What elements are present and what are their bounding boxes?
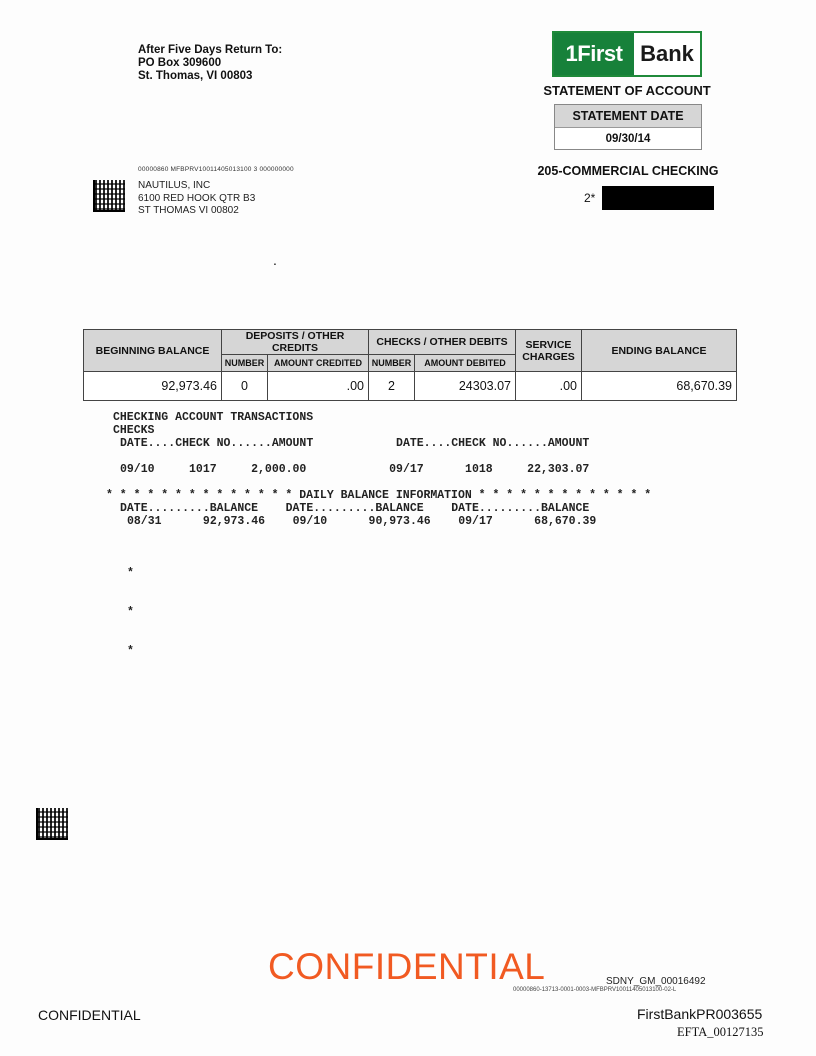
- checks-subtitle: CHECKS: [113, 424, 155, 437]
- statement-date: 09/30/14: [605, 133, 651, 145]
- bates-number: FirstBankPR003655: [637, 1006, 763, 1022]
- header-checks: CHECKS / OTHER DEBITS: [369, 330, 516, 355]
- header-deposits-number: NUMBER: [222, 355, 268, 372]
- mailing-barcode-line: 00000860 MFBPRV10011405013100 3 000000000: [138, 166, 294, 173]
- customer-city: ST THOMAS VI 00802: [138, 205, 239, 216]
- customer-name: NAUTILUS, INC: [138, 180, 211, 191]
- beginning-balance-value: 92,973.46: [84, 372, 222, 401]
- header-checks-number: NUMBER: [369, 355, 415, 372]
- qr-code-icon: [93, 180, 125, 212]
- daily-balance-banner: * * * * * * * * * * * * * * DAILY BALANCE INFORMATION * * * * * * * * * * * * *: [106, 489, 652, 502]
- return-address: [138, 44, 282, 83]
- deposits-number-value: 0: [222, 372, 268, 401]
- header-beginning-balance: BEGINNING BALANCE: [84, 330, 222, 372]
- mailing-address: [138, 180, 255, 218]
- efta-number: EFTA_00127135: [677, 1025, 764, 1039]
- checks-number-value: 2: [369, 372, 415, 401]
- logo-bank: Bank: [640, 41, 694, 66]
- header-service-charges: SERVICE CHARGES: [516, 330, 582, 372]
- account-summary-table: [83, 329, 737, 401]
- ending-balance-value: 68,670.39: [582, 372, 737, 401]
- confidential-stamp: CONFIDENTIAL: [268, 946, 546, 987]
- bank-logo: [552, 31, 702, 77]
- daily-balance-header: DATE.........BALANCE DATE.........BALANCE DATE.........BALANCE: [120, 502, 590, 515]
- checks-header: DATE....CHECK NO......AMOUNT DATE....CHECK NO......AMOUNT: [120, 437, 590, 450]
- sdny-number: SDNY_GM_00016492: [606, 976, 706, 987]
- header-amount-credited: AMOUNT CREDITED: [268, 355, 369, 372]
- header-deposits: DEPOSITS / OTHER CREDITS: [222, 330, 369, 355]
- statement-date-label: STATEMENT DATE: [555, 105, 701, 128]
- header-ending-balance: ENDING BALANCE: [582, 330, 737, 372]
- stray-dot: .: [273, 252, 277, 268]
- statement-date-box: [554, 104, 702, 150]
- service-charges-value: .00: [516, 372, 582, 401]
- transactions-title: CHECKING ACCOUNT TRANSACTIONS: [113, 411, 314, 424]
- document-code: 00000860-13713-0001-0003-MFBPRV10011405013100-02-L: [513, 987, 677, 993]
- account-type: 205-COMMERCIAL CHECKING: [537, 164, 719, 178]
- star-marker: *: [127, 645, 134, 658]
- logo-first: 1First: [554, 33, 634, 75]
- return-address-line1: After Five Days Return To:: [138, 44, 283, 56]
- header-amount-debited: AMOUNT DEBITED: [415, 355, 516, 372]
- account-number-redaction: [602, 186, 714, 210]
- customer-street: 6100 RED HOOK QTR B3: [138, 192, 256, 204]
- return-address-line2: PO Box 309600: [138, 57, 222, 69]
- star-markers: [127, 541, 141, 671]
- account-number-prefix: 2*: [584, 191, 596, 205]
- checks-row: 09/10 1017 2,000.00 09/17 1018 22,303.07: [120, 463, 590, 476]
- star-marker: *: [127, 606, 134, 619]
- amount-debited-value: 24303.07: [415, 372, 516, 401]
- amount-credited-value: .00: [268, 372, 369, 401]
- daily-balance-row: 08/31 92,973.46 09/10 90,973.46 09/17 68,670.39: [127, 515, 597, 528]
- qr-code-icon: [36, 808, 68, 840]
- statement-title: STATEMENT OF ACCOUNT: [543, 83, 711, 98]
- star-marker: *: [127, 567, 134, 580]
- confidential-label: CONFIDENTIAL: [38, 1007, 141, 1023]
- return-address-line3: St. Thomas, VI 00803: [138, 70, 253, 82]
